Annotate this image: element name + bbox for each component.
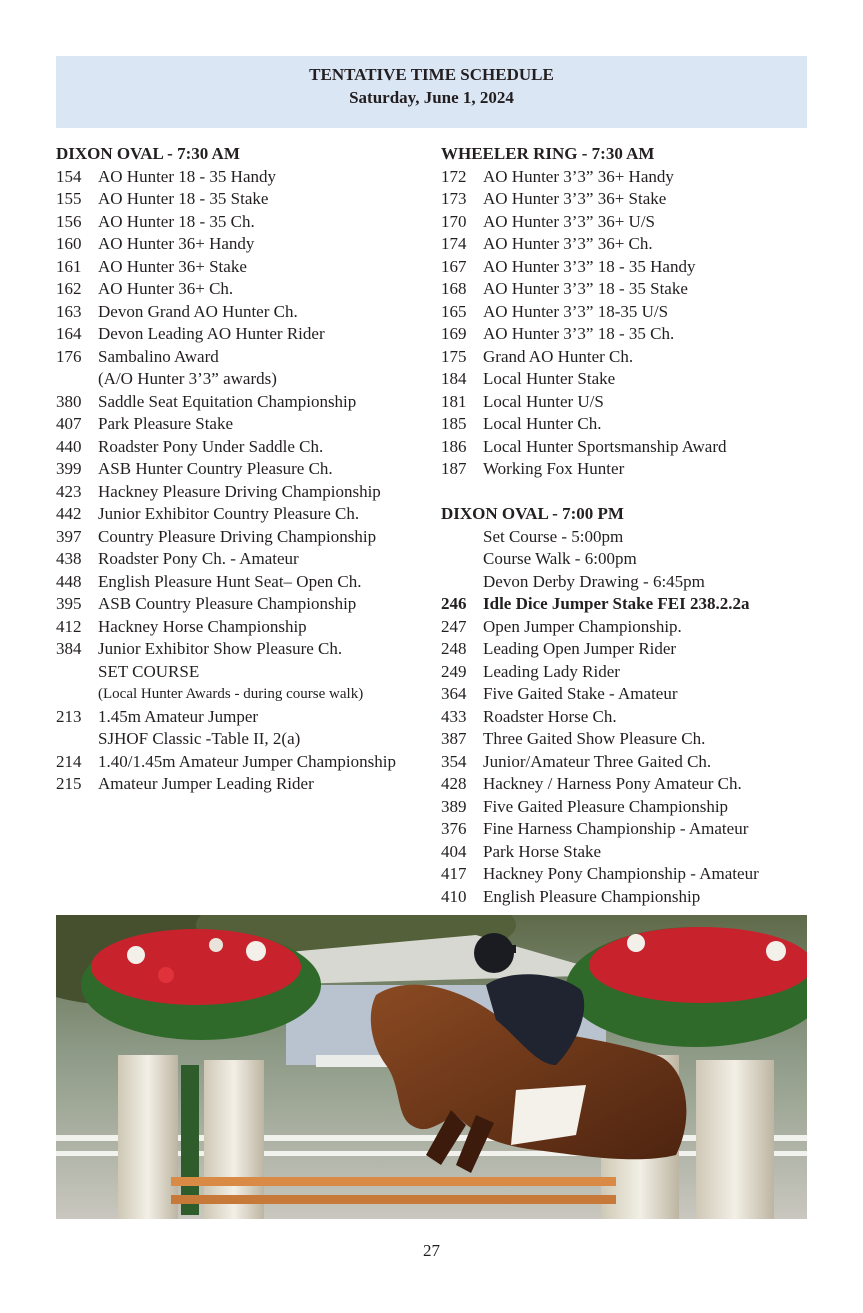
- class-name: AO Hunter 18 - 35 Stake: [98, 189, 269, 208]
- class-number: 376: [441, 819, 467, 838]
- class-name: Sambalino Award: [98, 346, 219, 366]
- schedule-row: [56, 256, 436, 279]
- section-spacer: [441, 481, 811, 504]
- class-name: Devon Derby Drawing - 6:45pm: [483, 571, 705, 591]
- class-name: Five Gaited Pleasure Championship: [483, 796, 729, 816]
- class-name: Local Hunter Ch.: [483, 414, 602, 433]
- schedule-row: [56, 166, 436, 189]
- class-name: Park Pleasure Stake: [98, 414, 234, 433]
- class-number: 167: [441, 256, 467, 276]
- schedule-row: [441, 661, 811, 684]
- class-name: ASB Country Pleasure Championship: [98, 594, 357, 613]
- schedule-row: [441, 773, 811, 796]
- schedule-date: Saturday, June 1, 2024: [349, 88, 514, 107]
- class-name: Local Hunter U/S: [483, 391, 604, 411]
- class-name: Hackney Pony Championship - Amateur: [483, 864, 759, 883]
- class-number: 163: [56, 301, 82, 321]
- class-name: Open Jumper Championship.: [483, 616, 682, 636]
- class-name: Devon Leading AO Hunter Rider: [98, 324, 325, 343]
- class-name: AO Hunter 3’3” 36+ Stake: [483, 189, 667, 208]
- class-number: [441, 526, 483, 549]
- class-number: 161: [56, 256, 82, 276]
- class-number: 404: [441, 841, 467, 861]
- class-number: 248: [441, 639, 467, 658]
- class-name: (A/O Hunter 3’3” awards): [98, 369, 277, 388]
- class-name: Country Pleasure Driving Championship: [98, 526, 377, 546]
- class-number: 162: [56, 279, 82, 298]
- class-number: 428: [441, 774, 467, 793]
- class-name: Five Gaited Stake - Amateur: [483, 684, 678, 703]
- class-name: SET COURSE: [98, 661, 200, 681]
- class-number: 399: [56, 459, 82, 478]
- class-number: [56, 683, 98, 706]
- schedule-row: [56, 751, 436, 774]
- class-name: English Pleasure Championship: [483, 886, 701, 906]
- class-name: ASB Hunter Country Pleasure Ch.: [98, 459, 333, 478]
- class-number: [441, 548, 483, 571]
- class-name: Course Walk - 6:00pm: [483, 549, 637, 568]
- class-name: AO Hunter 3’3” 36+ Handy: [483, 166, 674, 186]
- class-number: 214: [56, 751, 82, 771]
- schedule-row: [441, 548, 811, 571]
- schedule-row: [56, 773, 436, 796]
- section-heading-dixon-oval-morning: DIXON OVAL - 7:30 AM: [56, 144, 240, 163]
- class-number: 213: [56, 706, 82, 726]
- schedule-row: [441, 391, 811, 414]
- schedule-row: [441, 526, 811, 549]
- schedule-row: [56, 616, 436, 639]
- page-number: 27: [423, 1241, 440, 1260]
- class-number: 164: [56, 324, 82, 343]
- class-number: 155: [56, 189, 82, 208]
- class-name: English Pleasure Hunt Seat– Open Ch.: [98, 571, 362, 591]
- class-name: AO Hunter 3’3” 18 - 35 Stake: [483, 279, 688, 298]
- class-number: 154: [56, 166, 82, 186]
- class-number: 417: [441, 864, 467, 883]
- schedule-row: [441, 278, 811, 301]
- schedule-row: [441, 368, 811, 391]
- class-number: 160: [56, 234, 82, 253]
- section-heading-dixon-oval-evening: DIXON OVAL - 7:00 PM: [441, 504, 624, 523]
- schedule-row: [56, 706, 436, 729]
- class-number: 384: [56, 639, 82, 658]
- class-number: [441, 571, 483, 594]
- class-name: Idle Dice Jumper Stake FEI 238.2.2a: [483, 594, 750, 613]
- schedule-row: [441, 458, 811, 481]
- class-name: Roadster Pony Under Saddle Ch.: [98, 436, 324, 456]
- class-name: Hackney Horse Championship: [98, 616, 307, 636]
- schedule-row: [56, 436, 436, 459]
- schedule-row: [56, 571, 436, 594]
- schedule-row: [56, 683, 436, 706]
- class-number: 175: [441, 346, 467, 366]
- class-name: SJHOF Classic -Table II, 2(a): [98, 729, 301, 748]
- section-heading-wheeler-ring: WHEELER RING - 7:30 AM: [441, 144, 655, 163]
- class-name: Junior/Amateur Three Gaited Ch.: [483, 751, 712, 771]
- schedule-row: [56, 548, 436, 571]
- class-number: 387: [441, 729, 467, 748]
- class-name: AO Hunter 3’3” 36+ Ch.: [483, 234, 653, 253]
- class-name: 1.40/1.45m Amateur Jumper Championship: [98, 751, 396, 771]
- class-number: 249: [441, 661, 467, 681]
- class-name: Leading Lady Rider: [483, 661, 620, 681]
- schedule-row: [56, 278, 436, 301]
- schedule-row: [441, 571, 811, 594]
- schedule-row: [441, 436, 811, 459]
- schedule-row: [441, 683, 811, 706]
- schedule-title: TENTATIVE TIME SCHEDULE: [309, 65, 554, 84]
- class-number: 246: [441, 594, 467, 613]
- class-number: [56, 368, 98, 391]
- class-name: AO Hunter 18 - 35 Handy: [98, 166, 276, 186]
- class-name: Roadster Pony Ch. - Amateur: [98, 549, 299, 568]
- class-number: 423: [56, 481, 82, 501]
- class-number: 354: [441, 751, 467, 771]
- class-name: AO Hunter 18 - 35 Ch.: [98, 211, 255, 231]
- class-name: (Local Hunter Awards - during course walk): [98, 686, 364, 702]
- schedule-row: [56, 301, 436, 324]
- class-number: 172: [441, 166, 467, 186]
- schedule-row: [441, 616, 811, 639]
- class-number: 168: [441, 279, 467, 298]
- schedule-row: [441, 728, 811, 751]
- class-number: 442: [56, 504, 82, 523]
- schedule-row: [441, 166, 811, 189]
- schedule-row: [441, 188, 811, 211]
- class-name: Roadster Horse Ch.: [483, 706, 617, 726]
- class-name: Hackney / Harness Pony Amateur Ch.: [483, 774, 742, 793]
- class-name: Park Horse Stake: [483, 841, 602, 861]
- schedule-row: [56, 391, 436, 414]
- class-name: Fine Harness Championship - Amateur: [483, 819, 749, 838]
- schedule-row: [56, 413, 436, 436]
- class-number: 169: [441, 324, 467, 343]
- class-name: Devon Grand AO Hunter Ch.: [98, 301, 298, 321]
- class-number: 165: [441, 301, 467, 321]
- class-number: 185: [441, 414, 467, 433]
- class-number: 412: [56, 616, 82, 636]
- schedule-row: [56, 211, 436, 234]
- schedule-row: [441, 256, 811, 279]
- class-name: Junior Exhibitor Show Pleasure Ch.: [98, 639, 343, 658]
- left-column: [56, 143, 436, 796]
- schedule-row: [56, 728, 436, 751]
- schedule-row: [441, 593, 811, 616]
- class-name: Working Fox Hunter: [483, 459, 625, 478]
- schedule-row: [441, 751, 811, 774]
- class-number: 173: [441, 189, 467, 208]
- schedule-header: [56, 56, 807, 128]
- schedule-row: [441, 706, 811, 729]
- class-number: [56, 661, 98, 684]
- schedule-row: [441, 346, 811, 369]
- schedule-row: [56, 233, 436, 256]
- class-number: 433: [441, 706, 467, 726]
- schedule-row: [441, 413, 811, 436]
- class-number: 215: [56, 774, 82, 793]
- schedule-row: [441, 886, 811, 909]
- schedule-row: [56, 188, 436, 211]
- class-number: 380: [56, 391, 82, 411]
- class-number: 184: [441, 369, 467, 388]
- class-name: Local Hunter Stake: [483, 369, 616, 388]
- class-number: 389: [441, 796, 467, 816]
- class-number: 186: [441, 436, 467, 456]
- schedule-row: [441, 796, 811, 819]
- class-name: AO Hunter 3’3” 18 - 35 Ch.: [483, 324, 675, 343]
- class-name: Three Gaited Show Pleasure Ch.: [483, 729, 706, 748]
- class-number: 174: [441, 234, 467, 253]
- class-name: AO Hunter 36+ Ch.: [98, 279, 234, 298]
- schedule-row: [441, 841, 811, 864]
- class-name: AO Hunter 3’3” 18-35 U/S: [483, 301, 669, 321]
- class-name: AO Hunter 36+ Handy: [98, 234, 255, 253]
- class-number: 170: [441, 211, 467, 231]
- class-number: [56, 728, 98, 751]
- left-schedule-list: [56, 166, 436, 796]
- schedule-row: [441, 301, 811, 324]
- schedule-row: [56, 323, 436, 346]
- schedule-row: [441, 638, 811, 661]
- right-column: [441, 143, 811, 908]
- class-number: 438: [56, 549, 82, 568]
- schedule-row: [441, 863, 811, 886]
- schedule-row: [56, 593, 436, 616]
- class-number: 397: [56, 526, 82, 546]
- class-name: Leading Open Jumper Rider: [483, 639, 677, 658]
- class-number: 187: [441, 459, 467, 478]
- class-name: Amateur Jumper Leading Rider: [98, 774, 314, 793]
- schedule-row: [441, 233, 811, 256]
- schedule-row: [56, 481, 436, 504]
- class-number: 410: [441, 886, 467, 906]
- class-number: 440: [56, 436, 82, 456]
- horse-jumping-photo: [56, 915, 807, 1219]
- class-name: Local Hunter Sportsmanship Award: [483, 436, 727, 456]
- class-name: Grand AO Hunter Ch.: [483, 346, 634, 366]
- class-number: 407: [56, 414, 82, 433]
- class-name: Hackney Pleasure Driving Championship: [98, 481, 381, 501]
- class-number: 448: [56, 571, 82, 591]
- class-name: AO Hunter 36+ Stake: [98, 256, 247, 276]
- schedule-row: [441, 211, 811, 234]
- class-name: 1.45m Amateur Jumper: [98, 706, 259, 726]
- class-number: 247: [441, 616, 467, 636]
- class-number: 181: [441, 391, 467, 411]
- schedule-row: [441, 818, 811, 841]
- class-name: Set Course - 5:00pm: [483, 526, 624, 546]
- schedule-row: [56, 458, 436, 481]
- schedule-row: [56, 526, 436, 549]
- class-name: Saddle Seat Equitation Championship: [98, 391, 357, 411]
- schedule-row: [56, 638, 436, 661]
- schedule-row: [441, 323, 811, 346]
- class-name: Junior Exhibitor Country Pleasure Ch.: [98, 504, 360, 523]
- dixon-oval-evening-schedule-list: [441, 526, 811, 909]
- schedule-row: [56, 661, 436, 684]
- class-number: 176: [56, 346, 82, 366]
- class-number: 156: [56, 211, 82, 231]
- schedule-row: [56, 503, 436, 526]
- schedule-row: [56, 346, 436, 369]
- class-name: AO Hunter 3’3” 18 - 35 Handy: [483, 256, 696, 276]
- class-number: 364: [441, 684, 467, 703]
- class-name: AO Hunter 3’3” 36+ U/S: [483, 211, 656, 231]
- wheeler-ring-schedule-list: [441, 166, 811, 481]
- schedule-row: [56, 368, 436, 391]
- class-number: 395: [56, 594, 82, 613]
